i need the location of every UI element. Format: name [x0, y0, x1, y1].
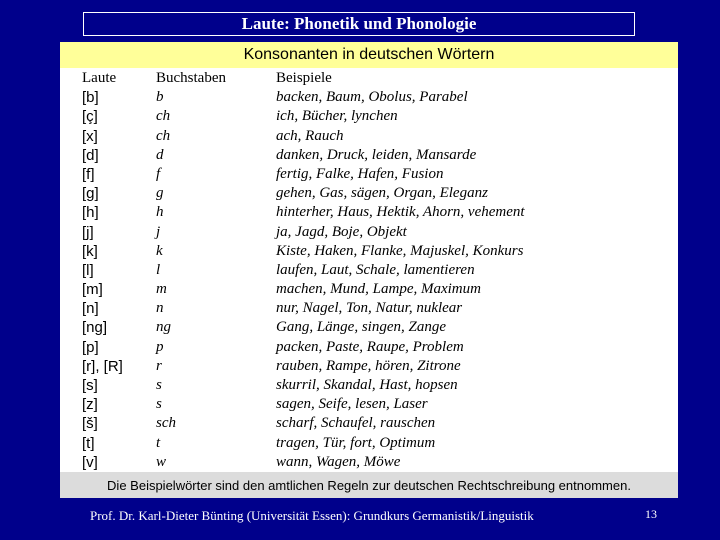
buchstaben-cell: n: [156, 300, 164, 317]
beispiele-cell: ich, Bücher, lynchen: [276, 108, 398, 125]
beispiele-cell: gehen, Gas, sägen, Organ, Eleganz: [276, 185, 488, 202]
beispiele-cell: rauben, Rampe, hören, Zitrone: [276, 357, 461, 374]
table-row: [82, 453, 672, 472]
beispiele-cell: laufen, Laut, Schale, lamentieren: [276, 261, 475, 278]
beispiele-cell: skurril, Skandal, Hast, hopsen: [276, 377, 458, 393]
table-row: [82, 165, 672, 184]
beispiele-cell: ach, Rauch: [276, 127, 344, 144]
column-header-buchstaben: Buchstaben: [156, 70, 226, 86]
buchstaben-cell: s: [156, 377, 162, 393]
laut-cell: [k]: [82, 242, 98, 260]
laut-cell: [v]: [82, 453, 98, 471]
laut-cell: [j]: [82, 223, 94, 241]
panel-title: Konsonanten in deutschen Wörtern: [60, 42, 678, 68]
buchstaben-cell: g: [156, 185, 164, 202]
table-row: [82, 280, 672, 299]
buchstaben-cell: s: [156, 396, 162, 413]
table-row: [82, 299, 672, 318]
table-row: [82, 107, 672, 126]
laut-cell: [t]: [82, 434, 95, 452]
buchstaben-cell: ng: [156, 319, 171, 336]
beispiele-cell: packen, Paste, Raupe, Problem: [276, 338, 464, 355]
beispiele-cell: machen, Mund, Lampe, Maximum: [276, 281, 481, 298]
table-row: [82, 88, 672, 107]
laut-cell: [m]: [82, 281, 103, 299]
laut-cell: [ç]: [82, 108, 98, 126]
buchstaben-cell: b: [156, 89, 164, 106]
column-header-beispiele: Beispiele: [276, 70, 332, 86]
beispiele-cell: backen, Baum, Obolus, Parabel: [276, 89, 468, 106]
beispiele-cell: hinterher, Haus, Hektik, Ahorn, vehement: [276, 204, 525, 221]
buchstaben-cell: ch: [156, 127, 171, 144]
beispiele-cell: danken, Druck, leiden, Mansarde: [276, 146, 477, 163]
laut-cell: [z]: [82, 396, 98, 414]
laut-cell: [b]: [82, 89, 99, 107]
buchstaben-cell: k: [156, 242, 163, 259]
laut-cell: [d]: [82, 146, 99, 164]
footnote: Die Beispielwörter sind den amtlichen Regeln zur deutschen Rechtschreibung entnommen.: [60, 472, 678, 498]
buchstaben-cell: p: [156, 338, 164, 355]
buchstaben-cell: sch: [156, 415, 176, 432]
slide-title: Laute: Phonetik und Phonologie: [83, 12, 635, 36]
buchstaben-cell: d: [156, 146, 164, 163]
laut-cell: [n]: [82, 300, 99, 318]
content-panel: [60, 42, 678, 498]
table-row: [82, 242, 672, 261]
beispiele-cell: wann, Wagen, Möwe: [276, 453, 401, 470]
table-row: [82, 376, 672, 395]
table-row: [82, 395, 672, 414]
buchstaben-cell: f: [156, 165, 161, 182]
laut-cell: [h]: [82, 204, 99, 222]
laut-cell: [g]: [82, 185, 99, 203]
table-row: [82, 434, 672, 453]
beispiele-cell: Gang, Länge, singen, Zange: [276, 319, 446, 336]
laut-cell: [l]: [82, 261, 94, 279]
laut-cell: [p]: [82, 338, 99, 356]
consonant-table: [82, 69, 672, 472]
laut-cell: [š]: [82, 415, 98, 433]
laut-cell: [x]: [82, 127, 98, 145]
laut-cell: [r], [R]: [82, 357, 123, 375]
buchstaben-cell: h: [156, 204, 164, 221]
buchstaben-cell: m: [156, 281, 167, 298]
beispiele-cell: tragen, Tür, fort, Optimum: [276, 434, 436, 451]
table-row: [82, 127, 672, 146]
beispiele-cell: ja, Jagd, Boje, Objekt: [276, 223, 407, 240]
table-row: [82, 414, 672, 433]
footer-credit: Prof. Dr. Karl-Dieter Bünting (Universität Essen): Grundkurs Germanistik/Linguistik: [90, 508, 534, 523]
table-row: [82, 223, 672, 242]
column-header-laute: Laute: [82, 70, 117, 86]
buchstaben-cell: r: [156, 357, 162, 374]
beispiele-cell: sagen, Seife, lesen, Laser: [276, 396, 428, 413]
beispiele-cell: nur, Nagel, Ton, Natur, nuklear: [276, 300, 463, 317]
laut-cell: [s]: [82, 377, 98, 394]
laut-cell: [f]: [82, 165, 95, 183]
beispiele-cell: scharf, Schaufel, rauschen: [276, 415, 436, 432]
table-row: [82, 203, 672, 222]
table-row: [82, 184, 672, 203]
table-row: [82, 261, 672, 280]
buchstaben-cell: j: [156, 223, 161, 240]
buchstaben-cell: l: [156, 261, 161, 278]
buchstaben-cell: t: [156, 434, 161, 451]
table-row: [82, 357, 672, 376]
table-header-row: [82, 69, 672, 88]
page-number: 13: [645, 507, 657, 521]
beispiele-cell: fertig, Falke, Hafen, Fusion: [276, 165, 444, 182]
table-row: [82, 318, 672, 337]
table-row: [82, 338, 672, 357]
buchstaben-cell: ch: [156, 108, 171, 125]
beispiele-cell: Kiste, Haken, Flanke, Majuskel, Konkurs: [276, 242, 524, 259]
buchstaben-cell: w: [156, 453, 167, 470]
table-row: [82, 146, 672, 165]
laut-cell: [ng]: [82, 319, 108, 337]
